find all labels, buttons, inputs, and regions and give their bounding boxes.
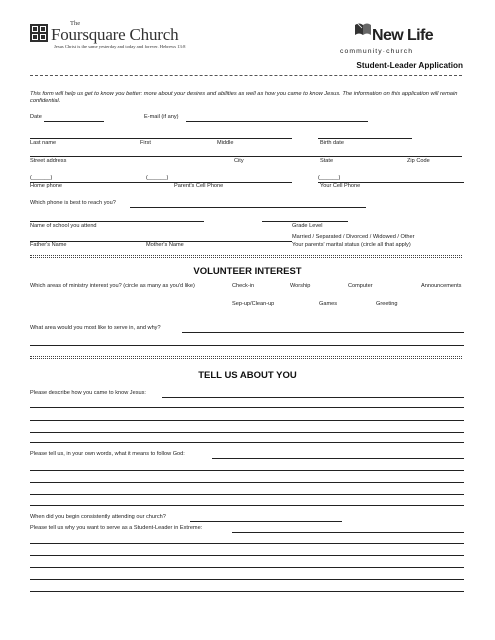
attending-question: When did you begin consistently attending our church? <box>30 514 166 520</box>
option-games[interactable]: Games <box>319 301 338 307</box>
serve-line-2[interactable] <box>30 543 464 544</box>
new-life-name: New Life <box>372 27 433 44</box>
option-setup-cleanup[interactable]: Sep-up/Clean-up <box>232 301 275 307</box>
birth-date-label: Birth date <box>320 140 344 146</box>
school-label: Name of school you attend <box>30 223 97 229</box>
street-label: Street address <box>30 158 67 164</box>
header-divider <box>30 75 462 76</box>
know-jesus-line-4[interactable] <box>30 432 464 433</box>
follow-god-line-2[interactable] <box>30 470 464 471</box>
parent-phone-area: (______) <box>146 175 169 181</box>
marital-options[interactable]: Married / Separated / Divorced / Widowed / Other <box>292 234 415 240</box>
school-field[interactable] <box>30 221 204 222</box>
foursquare-the: The <box>70 20 81 27</box>
option-worship[interactable]: Worship <box>290 283 311 289</box>
state-label: State <box>320 158 334 164</box>
option-announcements[interactable]: Announcements <box>421 283 462 289</box>
serve-line-5[interactable] <box>30 579 464 580</box>
foursquare-name: Foursquare Church <box>51 25 179 44</box>
option-check-in[interactable]: Check-in <box>232 283 255 289</box>
father-name-label: Father's Name <box>30 242 67 248</box>
foursquare-tagline: Jesus Christ is the same yesterday and today and forever. Hebrews 13:8 <box>54 44 186 49</box>
section-separator-1 <box>30 255 462 258</box>
birth-date-field[interactable] <box>318 138 412 139</box>
zip-label: Zip Code <box>407 158 430 164</box>
most-like-answer-line-1[interactable] <box>182 332 464 333</box>
know-jesus-line-2[interactable] <box>30 407 464 408</box>
follow-god-question: Please tell us, in your own words, what it means to follow God: <box>30 451 185 457</box>
middle-name-label: Middle <box>217 140 234 146</box>
grade-label: Grade Level <box>292 223 323 229</box>
most-like-question: What area would you most like to serve in, and why? <box>30 325 161 331</box>
know-jesus-line-5[interactable] <box>30 442 464 443</box>
email-label: E-mail (if any) <box>144 114 179 120</box>
best-phone-field[interactable] <box>130 207 366 208</box>
email-field[interactable] <box>186 121 368 122</box>
attending-line[interactable] <box>190 521 342 522</box>
ministry-question: Which areas of ministry interest you? (circle as many as you'd like) <box>30 283 195 289</box>
grade-field[interactable] <box>262 221 348 222</box>
know-jesus-line-3[interactable] <box>30 420 464 421</box>
parent-phone-label: Parent's Cell Phone <box>174 183 224 189</box>
serve-line-4[interactable] <box>30 567 464 568</box>
cell-phone-area: (______) <box>318 175 341 181</box>
serve-line-3[interactable] <box>30 555 464 556</box>
serve-line-1[interactable] <box>232 532 464 533</box>
serve-line-6[interactable] <box>30 591 464 592</box>
section-separator-2 <box>30 356 462 359</box>
last-name-label: Last name <box>30 140 57 146</box>
about-heading: TELL US ABOUT YOU <box>198 370 297 381</box>
option-computer[interactable]: Computer <box>348 283 373 289</box>
name-field[interactable] <box>30 138 292 139</box>
new-life-subtitle: community·church <box>340 48 414 55</box>
most-like-answer-line-2[interactable] <box>30 345 464 346</box>
mother-name-label: Mother's Name <box>146 242 184 248</box>
follow-god-line-4[interactable] <box>30 494 464 495</box>
city-label: City <box>234 158 244 164</box>
new-life-logo <box>336 20 466 56</box>
home-phone-area: (______) <box>30 175 53 181</box>
document-title: Student-Leader Application <box>356 61 463 70</box>
follow-god-line-1[interactable] <box>212 458 464 459</box>
intro-text: This form will help us get to know you better: more about your desires and abilities as well as how you came to know Jesus. The information on this application will remain confidential. <box>30 91 458 105</box>
foursquare-church-logo <box>30 22 202 52</box>
open-book-icon <box>354 22 372 36</box>
know-jesus-question: Please describe how you came to know Jesus: <box>30 390 146 396</box>
first-name-label: First <box>140 140 151 146</box>
cell-phone-label: Your Cell Phone <box>320 183 361 189</box>
option-greeting[interactable]: Greeting <box>376 301 398 307</box>
date-field[interactable] <box>44 121 104 122</box>
address-field[interactable] <box>30 156 462 157</box>
volunteer-heading: VOLUNTEER INTEREST <box>193 266 302 277</box>
home-phone-label: Home phone <box>30 183 63 189</box>
serve-question: Please tell us why you want to serve as a Student-Leader in Extreme: <box>30 525 203 531</box>
foursquare-emblem-icon <box>30 24 48 42</box>
follow-god-line-5[interactable] <box>30 505 464 506</box>
know-jesus-line-1[interactable] <box>162 397 464 398</box>
date-label: Date <box>30 114 42 120</box>
marital-status-label: Your parents' marital status (circle all that apply) <box>292 242 411 248</box>
follow-god-line-3[interactable] <box>30 482 464 483</box>
best-phone-label: Which phone is best to reach you? <box>30 200 116 206</box>
